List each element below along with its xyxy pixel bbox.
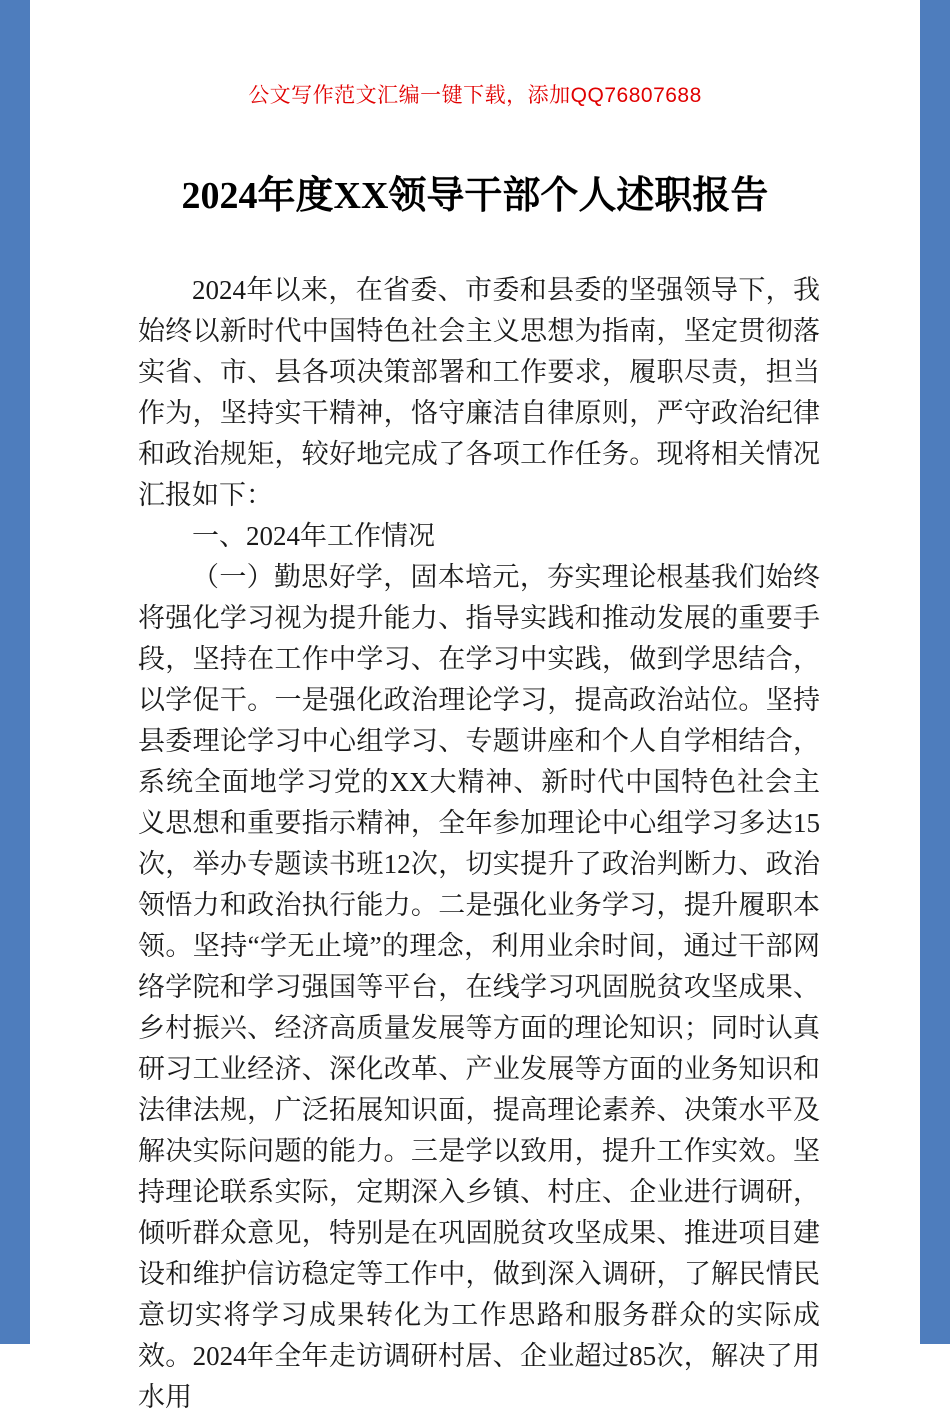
promo-notice-text: 公文写作范文汇编一键下载，添加QQ76807688 <box>248 84 702 107</box>
body-paragraph: （一）勤思好学，固本培元，夯实理论根基我们始终将强化学习视为提升能力、指导实践和推动发展的重要手段，坚持在工作中学习、在学习中实践，做到学思结合，以学促干。一是强化政治理论学习，提高政治站位。坚持县委理论学习中心组学习、专题讲座和个人自学相结合，系统全面地学习党的XX大精神、新时代中国特色社会主义思想和重要指示精神，全年参加理论中心组学习多达15次，举办专题读书班12次，切实提升了政治判断力、政治领悟力和政治执行能力。二是强化业务学习，提升履职本领。坚持“学无止境”的理念，利用业余时间，通过干部网络学院和学习强国等平台，在线学习巩固脱贫攻坚成果、乡村振兴、经济高质量发展等方面的理论知识；同时认真研习工业经济、深化改革、产业发展等方面的业务知识和法律法规，广泛拓展知识面，提高理论素养、决策水平及解决实际问题的能力。三是学以致用，提升工作实效。坚持理论联系实际，定期深入乡镇、村庄、企业进行调研，倾听群众意见，特别是在巩固脱贫攻坚成果、推进项目建设和维护信访稳定等工作中，做到深入调研，了解民情民意切实将学习成果转化为工作思路和服务群众的实际成效。2024年全年走访调研村居、企业超过85次，解决了用水用 <box>138 562 820 1412</box>
right-border-bar <box>920 0 950 1344</box>
document-body <box>138 270 820 1418</box>
body-paragraph: 2024年以来，在省委、市委和县委的坚强领导下，我始终以新时代中国特色社会主义思想为指南，坚定贯彻落实省、市、县各项决策部署和工作要求，履职尽责，担当作为，坚持实干精神，恪守廉洁自律原则，严守政治纪律和政治规矩，较好地完成了各项工作任务。现将相关情况汇报如下： <box>138 275 820 510</box>
body-paragraph: 一、2024年工作情况 <box>192 521 435 551</box>
left-border-bar <box>0 0 30 1344</box>
document-page <box>30 0 920 1412</box>
document-title: 2024年度XX领导干部个人述职报告 <box>181 175 769 217</box>
